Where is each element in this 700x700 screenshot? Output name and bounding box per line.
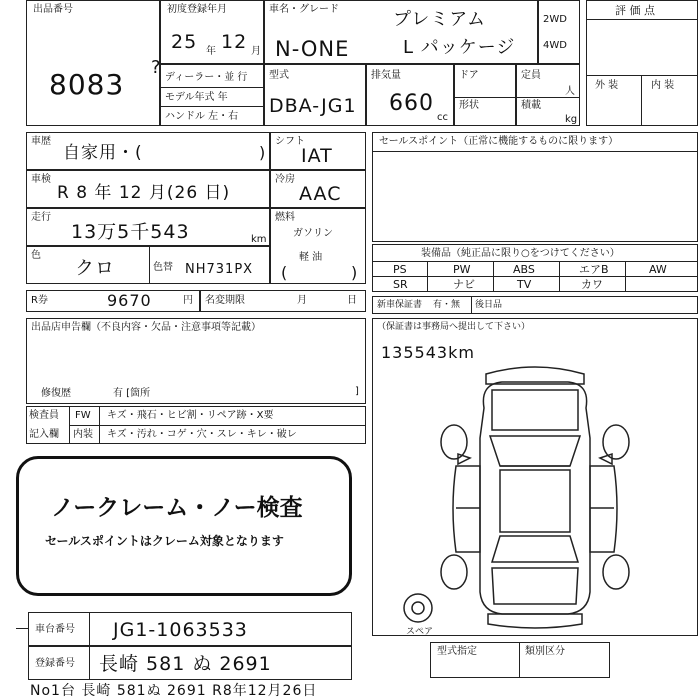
aircon-label: 冷房 — [275, 174, 295, 185]
chassis-value: JG1-1063533 — [113, 619, 248, 641]
car-name: N-ONE — [275, 37, 350, 61]
name-grade-label: 車名・グレード — [269, 4, 339, 15]
shift-label: シフト — [275, 136, 305, 147]
shape-label: 形状 — [459, 100, 479, 111]
capacity-unit: 人 — [565, 86, 575, 97]
drive-4wd: 4WD — [543, 40, 567, 51]
grade-line1: プレミアム — [393, 9, 487, 30]
handle-label: ハンドル 左・右 — [165, 111, 239, 122]
recycle-box — [26, 290, 200, 312]
mileage-label: 走行 — [31, 212, 51, 223]
mileage-unit: km — [251, 234, 267, 245]
model-box — [264, 64, 366, 126]
dealer-box — [160, 64, 264, 126]
color-value: クロ — [75, 257, 116, 279]
grade-line2: L パッケージ — [403, 37, 516, 58]
first-reg-year-unit: 年 — [206, 46, 216, 57]
warranty-handwritten: 135543km — [381, 343, 475, 362]
equip-aw: AW — [649, 263, 667, 276]
deregistration-box — [200, 290, 366, 312]
lot-mark: ? — [151, 57, 162, 78]
type-spec-box — [430, 642, 610, 678]
inspector-fw: FW — [75, 410, 91, 421]
equip-abs: ABS — [513, 263, 535, 276]
no-claim-notice — [16, 456, 352, 596]
capacity-box — [516, 64, 580, 126]
inspector-interior: 内装 — [73, 429, 93, 440]
displacement-box — [366, 64, 454, 126]
load-unit: kg — [565, 114, 578, 125]
history-value: 自家用・( — [63, 143, 143, 163]
repair-label: 修復歴 — [41, 388, 71, 399]
deregistration-day: 日 — [347, 295, 357, 306]
sales-point-label: セールスポイント（正常に機能するものに限ります） — [379, 136, 619, 147]
displacement-unit: cc — [437, 112, 448, 123]
inspector-label1: 検査員 — [29, 410, 59, 421]
fuel-label: 燃料 — [275, 212, 295, 223]
history-box: 車歴 自家用・( ) — [26, 132, 270, 170]
eval-title: 評 価 点 — [615, 4, 655, 17]
recycle-label: R券 — [31, 295, 48, 306]
registration-label: 登録番号 — [35, 658, 75, 669]
warranty-back-seat: 後日品 — [475, 300, 503, 310]
drive-box — [538, 0, 580, 64]
fuel-gasoline: ガソリン — [293, 228, 333, 239]
inspector-interior-items: キズ・汚れ・コゲ・穴・スレ・キレ・破レ — [107, 429, 297, 440]
model-year-label: モデル年式 年 — [165, 92, 228, 103]
bottom-note: No1台 長崎 581ぬ 2691 R8年12月26日 — [30, 683, 318, 699]
model-label: 型式 — [269, 70, 289, 81]
warranty-box — [372, 296, 698, 314]
declaration-box: 出品店申告欄（不良内容・欠品・注意事項等記載） 修復歴 有 [箇所 ] — [26, 318, 366, 404]
capacity-label: 定員 — [521, 70, 541, 81]
evaluation-box — [586, 0, 698, 126]
chassis-box — [28, 612, 352, 646]
dealer-label: ディーラー・並 行 — [165, 72, 248, 83]
inspector-label2: 記入欄 — [29, 429, 59, 440]
color-code: NH731PX — [185, 262, 254, 277]
displacement-label: 排気量 — [371, 70, 401, 81]
shift-box — [270, 132, 366, 170]
category-label: 類別区分 — [525, 646, 565, 657]
history-label: 車歴 — [31, 136, 51, 147]
first-reg-label: 初度登録年月 — [167, 4, 227, 15]
lot-number-box — [26, 0, 160, 126]
registration-value: 長崎 581 ぬ 2691 — [99, 653, 272, 675]
mileage-value: 13万5千543 — [71, 221, 190, 243]
mileage-box — [26, 208, 270, 246]
warranty-label: 新車保証書 — [377, 300, 423, 310]
notice-subtitle: セールスポイントはクレーム対象となります — [45, 534, 284, 548]
warranty-value: 有・無 — [433, 300, 461, 310]
color-code-label: 色替 — [153, 262, 173, 273]
inspector-exterior-items: キズ・飛石・ヒビ割・リペア跡・X要 — [107, 410, 274, 421]
spare-label: スペア — [406, 627, 434, 637]
first-reg-month-unit: 月 — [251, 46, 261, 57]
equip-leather: カワ — [581, 278, 603, 291]
equip-tv: TV — [517, 278, 532, 291]
notice-title: ノークレーム・ノー検査 — [51, 495, 303, 521]
declaration-label: 出品店申告欄（不良内容・欠品・注意事項等記載） — [31, 322, 261, 333]
fuel-diesel: 軽 油 — [299, 252, 323, 263]
lot-label: 出品番号 — [33, 4, 73, 15]
repair-value: 有 [箇所 — [113, 388, 151, 399]
equip-navi: ナビ — [453, 278, 475, 291]
equip-ps: PS — [393, 263, 407, 276]
eval-exterior: 外 装 — [595, 80, 619, 91]
inspection-label: 車検 — [31, 174, 51, 185]
drive-2wd: 2WD — [543, 14, 567, 25]
equipment-box — [372, 244, 698, 292]
deregistration-label: 名変期限 — [205, 295, 245, 306]
equip-pw: PW — [453, 263, 471, 276]
color-box — [26, 246, 270, 284]
door-label: ドア — [459, 70, 479, 81]
first-registration-box — [160, 0, 264, 64]
inspection-box — [26, 170, 270, 208]
first-reg-year: 25 — [171, 31, 198, 53]
lot-number: 8083 — [49, 68, 125, 101]
model-value: DBA-JG1 — [269, 95, 357, 117]
door-box — [454, 64, 516, 126]
chassis-label: 車台番号 — [35, 624, 75, 635]
deregistration-month: 月 — [297, 295, 307, 306]
eval-interior: 内 装 — [651, 80, 675, 91]
name-grade-box — [264, 0, 538, 64]
equip-airbag: エアB — [579, 263, 609, 276]
recycle-unit: 円 — [183, 295, 193, 306]
load-label: 積載 — [521, 100, 541, 111]
car-diagram — [372, 318, 698, 636]
type-spec-label: 型式指定 — [437, 646, 477, 657]
sales-point-box — [372, 132, 698, 242]
displacement-value: 660 — [389, 91, 434, 116]
registration-box — [28, 646, 352, 680]
inspector-box — [26, 406, 366, 444]
aircon-value: AAC — [299, 183, 342, 205]
shift-value: IAT — [301, 145, 333, 167]
recycle-value: 9670 — [107, 291, 152, 310]
aircon-box — [270, 170, 366, 208]
equip-sr: SR — [393, 278, 408, 291]
fuel-box: 燃料 ガソリン 軽 油 ( ) — [270, 208, 366, 284]
equipment-label: 装備品（純正品に限り○をつけてください） — [421, 248, 620, 259]
first-reg-month: 12 — [221, 31, 248, 53]
warranty-note: （保証書は事務局へ提出して下さい） — [377, 322, 531, 332]
inspection-value: R 8 年 12 月(26 日) — [57, 183, 231, 203]
color-label: 色 — [31, 250, 41, 261]
